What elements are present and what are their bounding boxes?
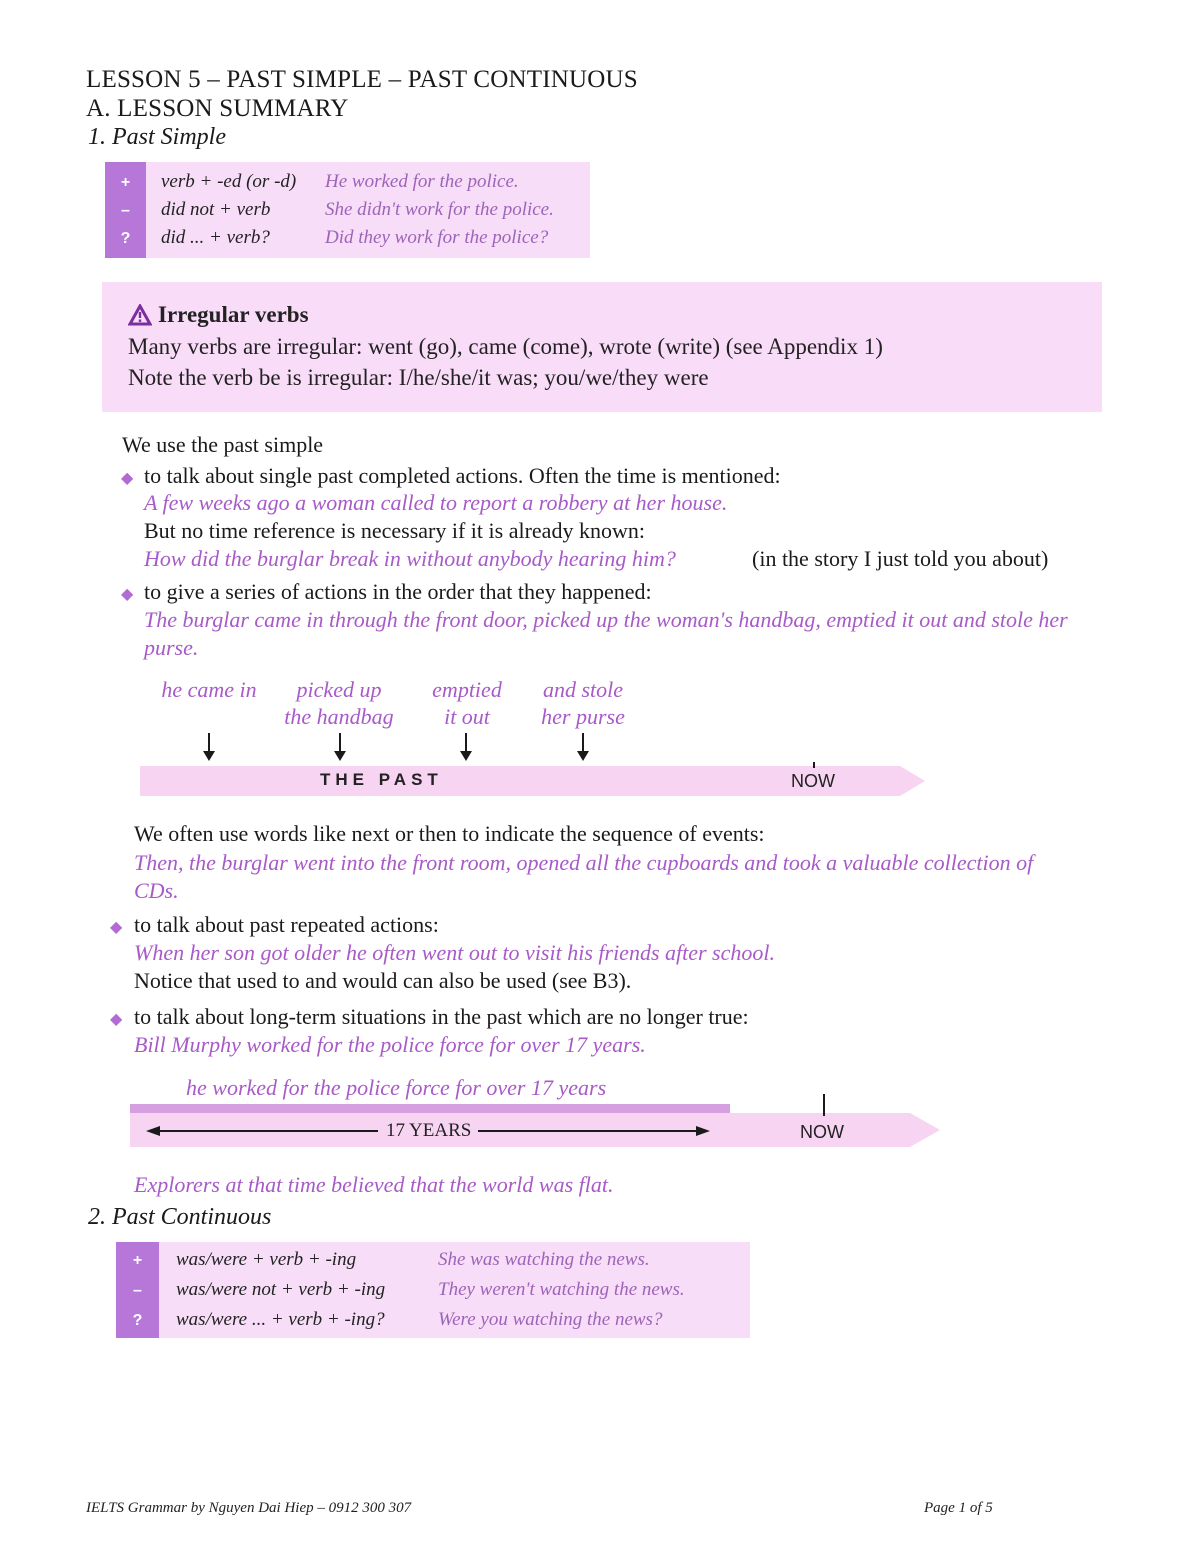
example-question: Did they work for the police? [325, 227, 549, 248]
past-simple-heading: 1. Past Simple [88, 124, 226, 150]
arrow-down-icon [208, 733, 210, 753]
example-question: Were you watching the news? [438, 1309, 663, 1330]
irregular-verbs-title: Irregular verbs [158, 302, 309, 327]
bullet-diamond: ◆ [121, 470, 134, 487]
footer-author: IELTS Grammar by Nguyen Dai Hiep – 0912 300 307 [86, 1500, 412, 1516]
arrow-down-icon [465, 733, 467, 753]
form-question: did ... + verb? [161, 227, 270, 248]
bullet-diamond: ◆ [110, 1011, 123, 1028]
timeline2-caption: he worked for the police force for over 17 years [186, 1075, 607, 1100]
example-positive: She was watching the news. [438, 1249, 650, 1270]
negative-sign: – [121, 202, 130, 219]
timeline-event-stole: and stole [542, 677, 624, 702]
question-sign: ? [132, 1312, 143, 1329]
sequence-note: We often use words like next or then to indicate the sequence of events: [134, 821, 765, 846]
past-simple-form-table [105, 162, 590, 258]
positive-sign: + [132, 1252, 143, 1269]
arrow-down-icon [582, 733, 584, 753]
arrow-down-icon [339, 733, 341, 753]
timeline-event-purse: her purse [541, 704, 625, 729]
irregular-verbs-box [102, 282, 1102, 412]
past-continuous-form-table [116, 1242, 750, 1338]
timeline-event-handbag: the handbag [284, 704, 394, 729]
timeline-event-came-in: he came in [161, 677, 257, 702]
form-question: was/were ... + verb + -ing? [176, 1309, 385, 1330]
timeline-now-label: NOW [791, 771, 835, 791]
example-sequence: Then, the burglar went into the front room, opened all the cupboards and took a valuable collection of CDs. [134, 850, 1034, 903]
note-used-to-would: Notice that used to and would can also be used (see B3). [134, 968, 632, 993]
form-negative: did not + verb [161, 199, 271, 220]
irregular-verbs-line-2: Note the verb be is irregular: I/he/she/it was; you/we/they were [128, 365, 709, 390]
timeline-past-label: THE PAST [320, 770, 443, 789]
footer-page-number: Page 1 of 5 [924, 1500, 993, 1516]
uses-intro: We use the past simple [122, 432, 324, 457]
timeline-event-it-out: it out [444, 704, 490, 729]
lesson-title: LESSON 5 – PAST SIMPLE – PAST CONTINUOUS [86, 66, 638, 93]
example-story-note: (in the story I just told you about) [752, 546, 1049, 571]
timeline-event-emptied: emptied [432, 677, 502, 702]
question-sign: ? [120, 230, 131, 247]
timeline2-span-label: 17 YEARS [386, 1120, 472, 1141]
bullet-diamond: ◆ [121, 586, 134, 603]
use-series-actions: to give a series of actions in the order that they happened: [144, 579, 652, 604]
positive-sign: + [120, 174, 131, 191]
example-long-term: Bill Murphy worked for the police force for over 17 years. [134, 1032, 646, 1057]
form-positive: was/were + verb + -ing [176, 1249, 357, 1270]
example-negative: They weren't watching the news. [438, 1279, 685, 1300]
timeline2-now-label: NOW [800, 1122, 844, 1142]
past-continuous-heading: 2. Past Continuous [88, 1204, 272, 1230]
timeline-event-picked-up: picked up [296, 677, 382, 702]
form-negative: was/were not + verb + -ing [176, 1279, 386, 1300]
use-single-actions: to talk about single past completed actions. Often the time is mentioned: [144, 463, 781, 488]
example-positive: He worked for the police. [325, 171, 519, 192]
example-series: The burglar came in through the front door, picked up the woman's handbag, emptied it out and stole her purse. [144, 607, 1068, 660]
bullet-diamond: ◆ [110, 919, 123, 936]
warning-icon [128, 304, 152, 326]
example-explorers: Explorers at that time believed that the world was flat. [134, 1172, 614, 1197]
note-no-time-reference: But no time reference is necessary if it is already known: [144, 518, 645, 543]
example-negative: She didn't work for the police. [325, 199, 554, 220]
example-burglar-break-in: How did the burglar break in without anybody hearing him? [144, 546, 676, 571]
irregular-verbs-line-1: Many verbs are irregular: went (go), came (come), wrote (write) (see Appendix 1) [128, 334, 883, 359]
negative-sign: – [133, 1282, 142, 1299]
use-repeated-actions: to talk about past repeated actions: [134, 912, 439, 937]
form-positive: verb + -ed (or -d) [161, 171, 297, 192]
use-long-term-situations: to talk about long-term situations in the past which are no longer true: [134, 1004, 749, 1029]
example-repeated: When her son got older he often went out to visit his friends after school. [134, 940, 775, 965]
section-heading: A. LESSON SUMMARY [86, 95, 349, 122]
example-single: A few weeks ago a woman called to report a robbery at her house. [144, 490, 728, 515]
